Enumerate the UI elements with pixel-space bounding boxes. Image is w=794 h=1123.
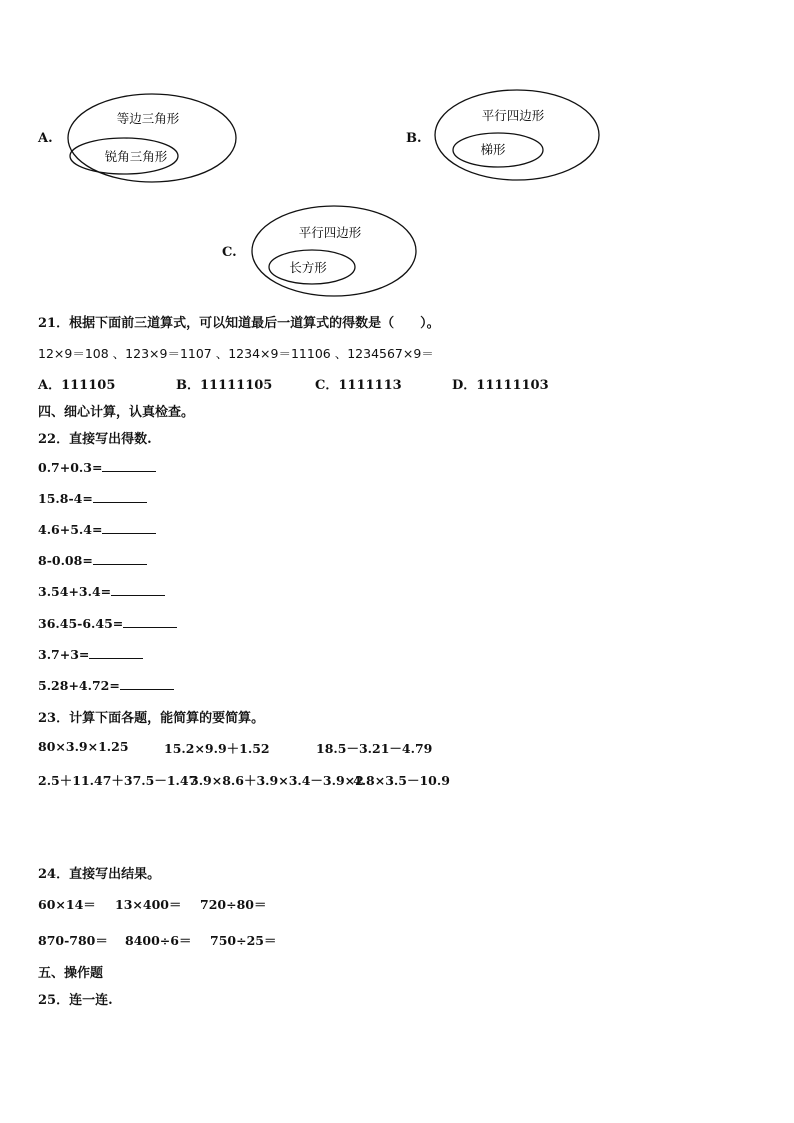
q21-option-a: A．111105 bbox=[38, 378, 116, 393]
q23-problem: 3.9×8.6＋3.9×3.4－3.9×2 bbox=[190, 773, 364, 788]
answer-blank[interactable] bbox=[102, 459, 156, 472]
q24-stem: 24．直接写出结果。 bbox=[38, 867, 161, 882]
section-5-heading: 五、操作题 bbox=[38, 966, 104, 981]
venn-b-outer-label: 平行四边形 bbox=[481, 108, 545, 123]
q22-stem: 22．直接写出得数. bbox=[38, 432, 152, 447]
q25-stem: 25．连一连. bbox=[38, 993, 113, 1008]
option-b-letter: B. bbox=[406, 131, 422, 146]
answer-blank[interactable] bbox=[89, 646, 143, 659]
q21-stem: 21．根据下面前三道算式，可以知道最后一道算式的得数是（ ）。 bbox=[38, 316, 440, 331]
venn-b-inner-label: 梯形 bbox=[480, 142, 506, 157]
venn-c-inner-label: 长方形 bbox=[289, 260, 327, 275]
q23-problem: 18.5－3.21－4.79 bbox=[316, 741, 433, 756]
q23-stem: 23．计算下面各题，能简算的要简算。 bbox=[38, 711, 265, 726]
option-a-letter: A. bbox=[38, 131, 53, 146]
q24-problem: 750÷25＝ bbox=[210, 933, 277, 948]
q24-problem: 870-780＝ bbox=[38, 933, 108, 948]
venn-diagram-b bbox=[433, 88, 601, 184]
answer-blank[interactable] bbox=[93, 552, 147, 565]
q22-item: 15.8-4= bbox=[38, 490, 147, 506]
q22-item: 8-0.08= bbox=[38, 552, 147, 568]
q21-equation: 12×9＝108 、123×9＝1107 、1234×9＝11106 、1234567×9＝ bbox=[38, 346, 434, 361]
q22-item: 36.45-6.45= bbox=[38, 615, 177, 631]
q21-option-d: D．11111103 bbox=[452, 378, 549, 393]
q24-problem: 8400÷6＝ bbox=[125, 933, 192, 948]
answer-blank[interactable] bbox=[123, 615, 177, 628]
answer-blank[interactable] bbox=[102, 521, 156, 534]
venn-a-outer-label: 等边三角形 bbox=[116, 111, 180, 126]
option-c-letter: C. bbox=[222, 245, 237, 260]
q23-problem: 15.2×9.9＋1.52 bbox=[164, 741, 270, 756]
q24-problem: 13×400＝ bbox=[115, 897, 182, 912]
q22-item: 4.6+5.4= bbox=[38, 521, 156, 537]
q24-problem: 720÷80＝ bbox=[200, 897, 267, 912]
q22-item: 3.54+3.4= bbox=[38, 583, 165, 599]
q23-problem: 4.8×3.5－10.9 bbox=[353, 773, 450, 788]
q22-item: 3.7+3= bbox=[38, 646, 143, 662]
venn-diagram-c bbox=[250, 204, 418, 300]
q22-item: 0.7+0.3= bbox=[38, 459, 156, 475]
venn-a-inner-label: 锐角三角形 bbox=[104, 149, 168, 164]
venn-c-outer-label: 平行四边形 bbox=[298, 225, 362, 240]
q23-problem: 2.5＋11.47＋37.5－1.47 bbox=[38, 773, 198, 788]
q23-problem: 80×3.9×1.25 bbox=[38, 739, 129, 754]
q21-option-c: C．1111113 bbox=[315, 378, 402, 393]
section-4-heading: 四、细心计算，认真检查。 bbox=[38, 405, 195, 420]
answer-blank[interactable] bbox=[93, 490, 147, 503]
answer-blank[interactable] bbox=[111, 583, 165, 596]
q22-item: 5.28+4.72= bbox=[38, 677, 174, 693]
venn-diagram-a bbox=[66, 92, 240, 188]
q21-option-b: B．11111105 bbox=[176, 378, 273, 393]
q24-problem: 60×14＝ bbox=[38, 897, 96, 912]
answer-blank[interactable] bbox=[120, 677, 174, 690]
